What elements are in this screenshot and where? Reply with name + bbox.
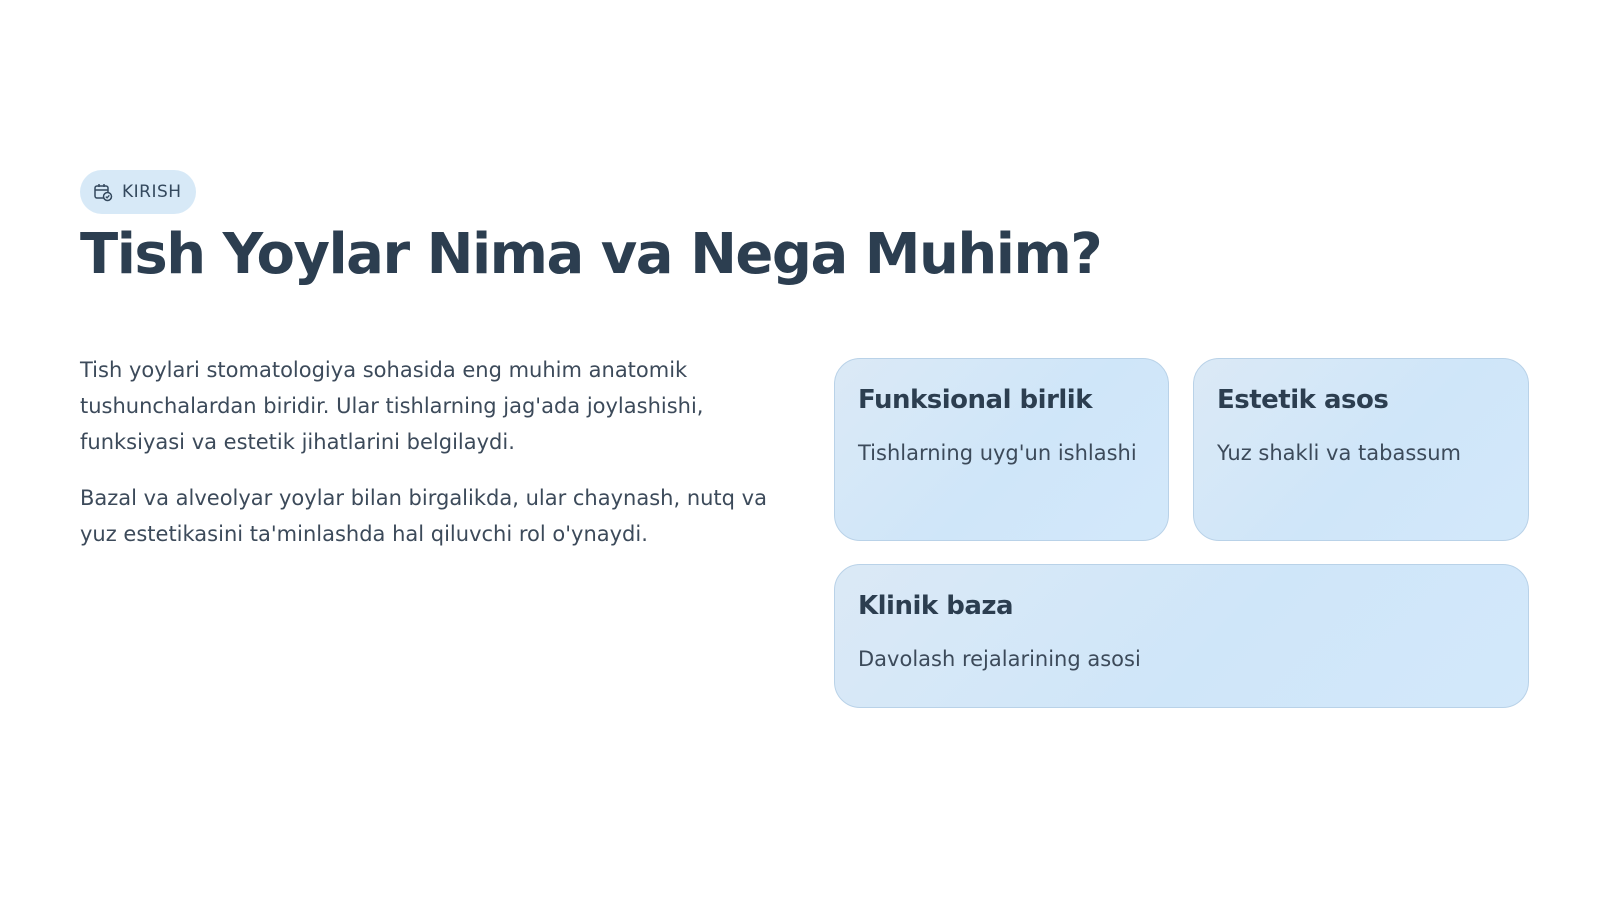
intro-paragraph: Bazal va alveolyar yoylar bilan birgalikda, ular chaynash, nutq va yuz estetikasini ta'minlashda hal qiluvchi rol o'ynaydi. bbox=[80, 486, 767, 546]
calendar-check-icon bbox=[92, 181, 114, 203]
card-title: Estetik asos bbox=[1217, 385, 1389, 415]
card-aesthetic-basis bbox=[1193, 358, 1529, 541]
card-text: Davolash rejalarining asosi bbox=[858, 647, 1141, 671]
card-title: Funksional birlik bbox=[858, 385, 1093, 415]
page-title: Tish Yoylar Nima va Nega Muhim? bbox=[80, 222, 1102, 287]
card-title: Klinik baza bbox=[858, 591, 1014, 621]
card-text: Tishlarning uyg'un ishlashi bbox=[858, 441, 1137, 465]
section-badge bbox=[80, 170, 196, 214]
intro-text bbox=[80, 352, 800, 572]
intro-paragraph: Tish yoylari stomatologiya sohasida eng muhim anatomik tushunchalardan biridir. Ular tishlarning jag'ada joylashishi, funksiyasi va estetik jihatlarini belgilaydi. bbox=[80, 358, 704, 454]
badge-label: KIRISH bbox=[122, 182, 182, 202]
card-clinical-base bbox=[834, 564, 1529, 708]
card-text: Yuz shakli va tabassum bbox=[1217, 441, 1461, 465]
card-functional-unit bbox=[834, 358, 1169, 541]
